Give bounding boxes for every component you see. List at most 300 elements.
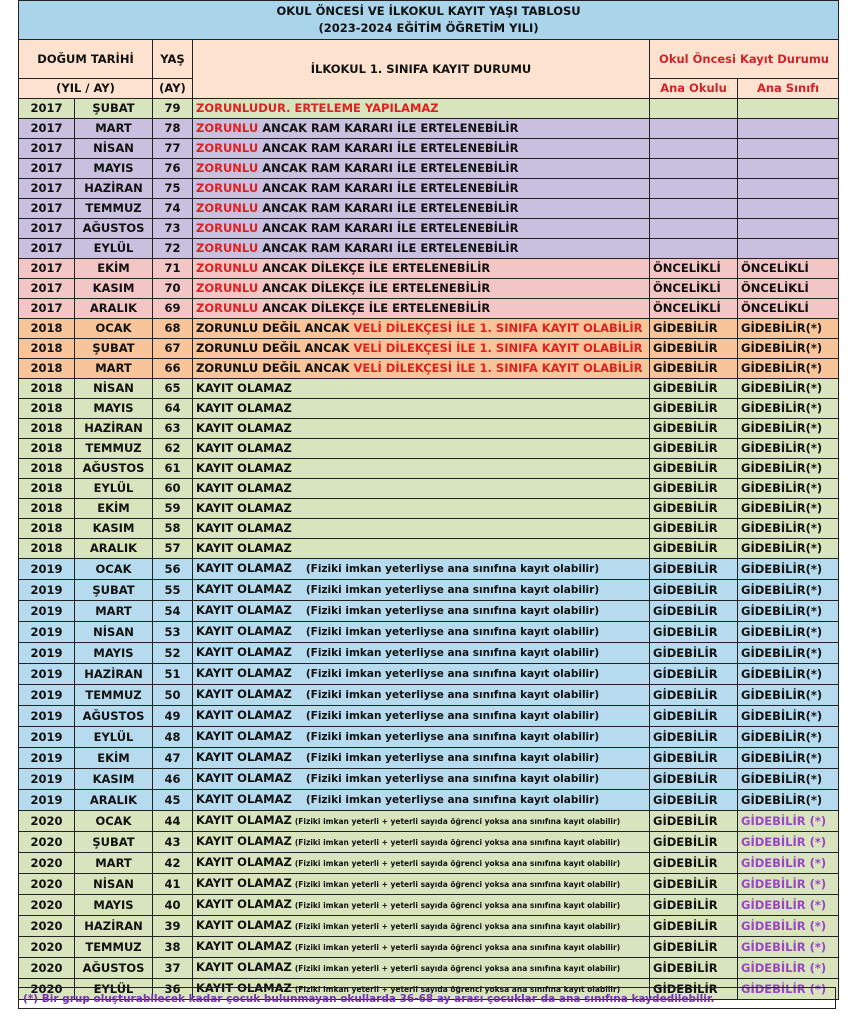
cell-primary-status — [193, 379, 650, 399]
status-status: ANCAK RAM KARARI İLE ERTELENEBİLİR — [258, 201, 519, 215]
cell-age: 47 — [153, 748, 193, 769]
cell-preclass: GİDEBİLİR(*) — [738, 519, 839, 539]
cell-preclass: GİDEBİLİR (*) — [738, 895, 839, 916]
cell-month: HAZİRAN — [75, 419, 153, 439]
cell-year: 2017 — [19, 179, 75, 199]
cell-age: 46 — [153, 769, 193, 790]
cell-preclass: GİDEBİLİR(*) — [738, 379, 839, 399]
cell-year: 2020 — [19, 811, 75, 832]
cell-age: 58 — [153, 519, 193, 539]
cell-month: TEMMUZ — [75, 685, 153, 706]
status-status: ANCAK RAM KARARI İLE ERTELENEBİLİR — [258, 121, 519, 135]
cell-preclass: GİDEBİLİR(*) — [738, 727, 839, 748]
table-row — [19, 706, 839, 727]
cell-year: 2019 — [19, 664, 75, 685]
cell-month: OCAK — [75, 811, 153, 832]
header-birth-sub: (YIL / AY) — [19, 79, 153, 99]
cell-kindergarten: GİDEBİLİR — [650, 664, 738, 685]
cell-primary-status — [193, 727, 650, 748]
status-note: (Fiziki imkan yeterliyse ana sınıfına kayıt olabilir) — [305, 752, 600, 764]
cell-age: 40 — [153, 895, 193, 916]
status-status: KAYIT OLAMAZ — [196, 481, 292, 495]
cell-month: MART — [75, 853, 153, 874]
cell-age: 51 — [153, 664, 193, 685]
footnote: (*) Bir grup oluşturabilecek kadar çocuk bulunmayan okullarda 36-68 ay arası çocuklar da ana sınıfına kaydedilebilir. — [18, 987, 836, 1009]
cell-preclass: GİDEBİLİR (*) — [738, 832, 839, 853]
status-status: KAYIT OLAMAZ — [196, 750, 292, 764]
cell-kindergarten — [650, 159, 738, 179]
status-status-red: ZORUNLU — [196, 141, 259, 155]
status-status-red: ZORUNLU — [196, 221, 259, 235]
cell-preclass — [738, 179, 839, 199]
cell-age: 60 — [153, 479, 193, 499]
cell-kindergarten: GİDEBİLİR — [650, 769, 738, 790]
status-status: KAYIT OLAMAZ — [196, 897, 292, 911]
cell-primary-status — [193, 119, 650, 139]
table-row — [19, 685, 839, 706]
age-table — [18, 0, 839, 1000]
cell-primary-status — [193, 179, 650, 199]
cell-primary-status — [193, 99, 650, 119]
status-status: KAYIT OLAMAZ — [196, 981, 292, 995]
cell-year: 2018 — [19, 399, 75, 419]
table-row — [19, 811, 839, 832]
cell-preclass: GİDEBİLİR(*) — [738, 664, 839, 685]
cell-age: 45 — [153, 790, 193, 811]
table-row — [19, 419, 839, 439]
cell-primary-status — [193, 937, 650, 958]
status-status: ANCAK RAM KARARI İLE ERTELENEBİLİR — [258, 181, 519, 195]
status-status-red: ZORUNLU — [196, 261, 259, 275]
cell-preclass: ÖNCELİKLİ — [738, 299, 839, 319]
cell-month: EKİM — [75, 499, 153, 519]
cell-primary-status — [193, 159, 650, 179]
title-line-2: (2023-2024 EĞİTİM ÖĞRETİM YILI) — [318, 21, 539, 35]
status-note: (Fiziki imkan yeterliyse ana sınıfına kayıt olabilir) — [305, 794, 600, 806]
cell-preclass: GİDEBİLİR (*) — [738, 853, 839, 874]
cell-year: 2019 — [19, 727, 75, 748]
cell-month: TEMMUZ — [75, 199, 153, 219]
cell-preclass: GİDEBİLİR (*) — [738, 958, 839, 979]
status-note: (Fiziki imkan yeterli + yeterli sayıda öğrenci yoksa ana sınıfına kayıt olabilir) — [294, 964, 621, 973]
table-row — [19, 239, 839, 259]
cell-month: OCAK — [75, 319, 153, 339]
cell-month: MAYIS — [75, 159, 153, 179]
status-note: (Fiziki imkan yeterliyse ana sınıfına kayıt olabilir) — [305, 584, 600, 596]
cell-primary-status — [193, 359, 650, 379]
cell-year: 2017 — [19, 159, 75, 179]
status-status: ANCAK DİLEKÇE İLE ERTELENEBİLİR — [258, 261, 491, 275]
cell-preclass: GİDEBİLİR (*) — [738, 937, 839, 958]
cell-month: EKİM — [75, 748, 153, 769]
status-status: KAYIT OLAMAZ — [196, 771, 292, 785]
cell-kindergarten: GİDEBİLİR — [650, 916, 738, 937]
cell-year: 2019 — [19, 559, 75, 580]
header-preschool-status: Okul Öncesi Kayıt Durumu — [650, 40, 839, 79]
cell-preclass: GİDEBİLİR(*) — [738, 479, 839, 499]
table-row — [19, 199, 839, 219]
cell-year: 2020 — [19, 895, 75, 916]
cell-preclass — [738, 119, 839, 139]
cell-month: MAYIS — [75, 399, 153, 419]
cell-age: 64 — [153, 399, 193, 419]
table-row — [19, 664, 839, 685]
cell-year: 2017 — [19, 199, 75, 219]
cell-preclass: ÖNCELİKLİ — [738, 279, 839, 299]
cell-preclass: GİDEBİLİR(*) — [738, 359, 839, 379]
cell-primary-status — [193, 832, 650, 853]
cell-year: 2019 — [19, 622, 75, 643]
header-primary-status: İLKOKUL 1. SINIFA KAYIT DURUMU — [193, 40, 650, 99]
table-row — [19, 832, 839, 853]
cell-age: 54 — [153, 601, 193, 622]
cell-year: 2018 — [19, 319, 75, 339]
table-row — [19, 459, 839, 479]
cell-kindergarten: GİDEBİLİR — [650, 643, 738, 664]
cell-preclass: GİDEBİLİR(*) — [738, 539, 839, 559]
table-row — [19, 359, 839, 379]
title-line-1: OKUL ÖNCESİ VE İLKOKUL KAYIT YAŞI TABLOSU — [276, 4, 581, 18]
cell-primary-status — [193, 539, 650, 559]
cell-primary-status — [193, 559, 650, 580]
status-note: (Fiziki imkan yeterli + yeterli sayıda öğrenci yoksa ana sınıfına kayıt olabilir) — [294, 880, 621, 889]
cell-age: 68 — [153, 319, 193, 339]
table-row — [19, 748, 839, 769]
status-status-red: ZORUNLUDUR. ERTELEME YAPILAMAZ — [196, 101, 439, 115]
cell-primary-status — [193, 479, 650, 499]
status-status-red: ZORUNLU — [196, 241, 259, 255]
status-note: (Fiziki imkan yeterliyse ana sınıfına kayıt olabilir) — [305, 626, 600, 638]
status-status: ZORUNLU DEĞİL ANCAK — [196, 321, 354, 335]
header-preclass: Ana Sınıfı — [738, 79, 839, 99]
cell-kindergarten: GİDEBİLİR — [650, 559, 738, 580]
cell-month: HAZİRAN — [75, 664, 153, 685]
cell-preclass — [738, 139, 839, 159]
cell-preclass: GİDEBİLİR(*) — [738, 399, 839, 419]
cell-year: 2019 — [19, 643, 75, 664]
cell-age: 73 — [153, 219, 193, 239]
status-status: KAYIT OLAMAZ — [196, 561, 292, 575]
cell-kindergarten: GİDEBİLİR — [650, 811, 738, 832]
cell-primary-status — [193, 319, 650, 339]
status-status: KAYIT OLAMAZ — [196, 876, 292, 890]
cell-kindergarten: GİDEBİLİR — [650, 748, 738, 769]
cell-month: OCAK — [75, 559, 153, 580]
cell-primary-status — [193, 664, 650, 685]
cell-kindergarten: ÖNCELİKLİ — [650, 259, 738, 279]
cell-age: 78 — [153, 119, 193, 139]
cell-age: 61 — [153, 459, 193, 479]
status-note: (Fiziki imkan yeterliyse ana sınıfına kayıt olabilir) — [305, 731, 600, 743]
cell-month: ARALIK — [75, 539, 153, 559]
cell-age: 76 — [153, 159, 193, 179]
cell-month: TEMMUZ — [75, 937, 153, 958]
cell-year: 2019 — [19, 769, 75, 790]
cell-age: 79 — [153, 99, 193, 119]
cell-year: 2020 — [19, 853, 75, 874]
status-status: KAYIT OLAMAZ — [196, 939, 292, 953]
cell-age: 69 — [153, 299, 193, 319]
cell-primary-status — [193, 790, 650, 811]
status-status: KAYIT OLAMAZ — [196, 501, 292, 515]
status-status: KAYIT OLAMAZ — [196, 960, 292, 974]
cell-year: 2018 — [19, 419, 75, 439]
cell-year: 2017 — [19, 99, 75, 119]
status-status-red2: VELİ DİLEKÇESİ İLE 1. SINIFA KAYIT OLABİLİR — [353, 321, 643, 335]
cell-kindergarten: GİDEBİLİR — [650, 439, 738, 459]
status-status: KAYIT OLAMAZ — [196, 541, 292, 555]
cell-month: EYLÜL — [75, 479, 153, 499]
status-status: KAYIT OLAMAZ — [196, 855, 292, 869]
table-row — [19, 937, 839, 958]
cell-primary-status — [193, 439, 650, 459]
cell-preclass: GİDEBİLİR (*) — [738, 979, 839, 1000]
table-row — [19, 643, 839, 664]
cell-age: 50 — [153, 685, 193, 706]
cell-month: EYLÜL — [75, 239, 153, 259]
table-row — [19, 916, 839, 937]
table-row — [19, 519, 839, 539]
cell-age: 74 — [153, 199, 193, 219]
cell-month: NİSAN — [75, 379, 153, 399]
table-row — [19, 479, 839, 499]
cell-preclass: GİDEBİLİR(*) — [738, 769, 839, 790]
cell-month: HAZİRAN — [75, 916, 153, 937]
cell-year: 2018 — [19, 339, 75, 359]
cell-kindergarten: ÖNCELİKLİ — [650, 279, 738, 299]
cell-year: 2017 — [19, 299, 75, 319]
table-row — [19, 99, 839, 119]
cell-preclass: GİDEBİLİR(*) — [738, 499, 839, 519]
cell-primary-status — [193, 519, 650, 539]
cell-age: 77 — [153, 139, 193, 159]
cell-primary-status — [193, 499, 650, 519]
cell-year: 2017 — [19, 239, 75, 259]
status-note: (Fiziki imkan yeterliyse ana sınıfına kayıt olabilir) — [305, 689, 600, 701]
status-status: ANCAK RAM KARARI İLE ERTELENEBİLİR — [258, 161, 519, 175]
cell-age: 59 — [153, 499, 193, 519]
cell-year: 2020 — [19, 937, 75, 958]
status-status-red: ZORUNLU — [196, 301, 259, 315]
table-row — [19, 179, 839, 199]
status-status-red2: VELİ DİLEKÇESİ İLE 1. SINIFA KAYIT OLABİLİR — [353, 361, 643, 375]
cell-primary-status — [193, 279, 650, 299]
cell-preclass: GİDEBİLİR(*) — [738, 439, 839, 459]
cell-year: 2020 — [19, 832, 75, 853]
status-status: ANCAK RAM KARARI İLE ERTELENEBİLİR — [258, 141, 519, 155]
status-status: KAYIT OLAMAZ — [196, 461, 292, 475]
cell-year: 2018 — [19, 379, 75, 399]
cell-year: 2018 — [19, 499, 75, 519]
cell-preclass — [738, 219, 839, 239]
cell-year: 2018 — [19, 459, 75, 479]
cell-year: 2019 — [19, 580, 75, 601]
status-status: KAYIT OLAMAZ — [196, 813, 292, 827]
cell-age: 57 — [153, 539, 193, 559]
cell-kindergarten: GİDEBİLİR — [650, 853, 738, 874]
cell-preclass: GİDEBİLİR(*) — [738, 643, 839, 664]
status-note: (Fiziki imkan yeterli + yeterli sayıda öğrenci yoksa ana sınıfına kayıt olabilir) — [294, 922, 621, 931]
status-note: (Fiziki imkan yeterli + yeterli sayıda öğrenci yoksa ana sınıfına kayıt olabilir) — [294, 901, 621, 910]
cell-year: 2020 — [19, 958, 75, 979]
cell-preclass: GİDEBİLİR (*) — [738, 916, 839, 937]
cell-age: 66 — [153, 359, 193, 379]
cell-kindergarten: GİDEBİLİR — [650, 706, 738, 727]
cell-age: 36 — [153, 979, 193, 1000]
cell-month: ŞUBAT — [75, 99, 153, 119]
status-status: ANCAK DİLEKÇE İLE ERTELENEBİLİR — [258, 281, 491, 295]
cell-month: AĞUSTOS — [75, 706, 153, 727]
cell-kindergarten: GİDEBİLİR — [650, 580, 738, 601]
cell-year: 2020 — [19, 979, 75, 1000]
cell-kindergarten — [650, 119, 738, 139]
status-status-red2: VELİ DİLEKÇESİ İLE 1. SINIFA KAYIT OLABİLİR — [353, 341, 643, 355]
cell-year: 2019 — [19, 685, 75, 706]
status-status: ANCAK RAM KARARI İLE ERTELENEBİLİR — [258, 221, 519, 235]
cell-month: MART — [75, 601, 153, 622]
cell-kindergarten: GİDEBİLİR — [650, 727, 738, 748]
cell-kindergarten: GİDEBİLİR — [650, 832, 738, 853]
cell-kindergarten: GİDEBİLİR — [650, 895, 738, 916]
cell-age: 48 — [153, 727, 193, 748]
cell-month: AĞUSTOS — [75, 459, 153, 479]
status-note: (Fiziki imkan yeterliyse ana sınıfına kayıt olabilir) — [305, 647, 600, 659]
table-row — [19, 601, 839, 622]
cell-age: 63 — [153, 419, 193, 439]
cell-kindergarten: GİDEBİLİR — [650, 685, 738, 706]
header-kindergarten: Ana Okulu — [650, 79, 738, 99]
cell-month: EYLÜL — [75, 727, 153, 748]
cell-age: 65 — [153, 379, 193, 399]
table-row — [19, 499, 839, 519]
status-status: KAYIT OLAMAZ — [196, 792, 292, 806]
cell-kindergarten: GİDEBİLİR — [650, 379, 738, 399]
cell-primary-status — [193, 239, 650, 259]
cell-primary-status — [193, 916, 650, 937]
cell-kindergarten — [650, 199, 738, 219]
status-status-red: ZORUNLU — [196, 281, 259, 295]
cell-year: 2019 — [19, 706, 75, 727]
cell-kindergarten — [650, 239, 738, 259]
cell-kindergarten: ÖNCELİKLİ — [650, 299, 738, 319]
status-status: KAYIT OLAMAZ — [196, 401, 292, 415]
table-row — [19, 874, 839, 895]
status-status: KAYIT OLAMAZ — [196, 687, 292, 701]
cell-primary-status — [193, 399, 650, 419]
header-age-sub: (AY) — [153, 79, 193, 99]
cell-year: 2017 — [19, 259, 75, 279]
status-note: (Fiziki imkan yeterli + yeterli sayıda öğrenci yoksa ana sınıfına kayıt olabilir) — [294, 943, 621, 952]
cell-month: AĞUSTOS — [75, 219, 153, 239]
table-row — [19, 895, 839, 916]
cell-preclass: GİDEBİLİR(*) — [738, 339, 839, 359]
cell-preclass: GİDEBİLİR(*) — [738, 706, 839, 727]
status-note: (Fiziki imkan yeterliyse ana sınıfına kayıt olabilir) — [305, 668, 600, 680]
table-row — [19, 769, 839, 790]
status-note: (Fiziki imkan yeterli + yeterli sayıda öğrenci yoksa ana sınıfına kayıt olabilir) — [294, 985, 621, 994]
cell-kindergarten — [650, 179, 738, 199]
cell-month: EYLÜL — [75, 979, 153, 1000]
registration-age-table — [18, 0, 838, 1000]
cell-month: TEMMUZ — [75, 439, 153, 459]
status-note: (Fiziki imkan yeterliyse ana sınıfına kayıt olabilir) — [305, 773, 600, 785]
cell-month: MART — [75, 359, 153, 379]
table-row — [19, 399, 839, 419]
cell-preclass — [738, 99, 839, 119]
cell-age: 41 — [153, 874, 193, 895]
table-row — [19, 539, 839, 559]
cell-age: 52 — [153, 643, 193, 664]
status-status: ZORUNLU DEĞİL ANCAK — [196, 341, 354, 355]
header-birth-date: DOĞUM TARİHİ — [19, 40, 153, 79]
status-status: KAYIT OLAMAZ — [196, 834, 292, 848]
cell-kindergarten: GİDEBİLİR — [650, 601, 738, 622]
cell-month: MAYIS — [75, 643, 153, 664]
table-row — [19, 119, 839, 139]
status-status-red: ZORUNLU — [196, 161, 259, 175]
cell-month: HAZİRAN — [75, 179, 153, 199]
cell-age: 75 — [153, 179, 193, 199]
table-row — [19, 958, 839, 979]
cell-kindergarten: GİDEBİLİR — [650, 539, 738, 559]
cell-kindergarten: GİDEBİLİR — [650, 479, 738, 499]
cell-preclass: GİDEBİLİR(*) — [738, 622, 839, 643]
cell-kindergarten: GİDEBİLİR — [650, 790, 738, 811]
cell-primary-status — [193, 139, 650, 159]
cell-preclass: GİDEBİLİR(*) — [738, 601, 839, 622]
cell-preclass: GİDEBİLİR(*) — [738, 319, 839, 339]
cell-month: ŞUBAT — [75, 339, 153, 359]
status-note: (Fiziki imkan yeterli + yeterli sayıda öğrenci yoksa ana sınıfına kayıt olabilir) — [294, 859, 621, 868]
table-row — [19, 259, 839, 279]
cell-kindergarten: GİDEBİLİR — [650, 622, 738, 643]
table-row — [19, 219, 839, 239]
status-note: (Fiziki imkan yeterliyse ana sınıfına kayıt olabilir) — [305, 710, 600, 722]
cell-year: 2017 — [19, 139, 75, 159]
table-row — [19, 790, 839, 811]
cell-kindergarten — [650, 99, 738, 119]
cell-primary-status — [193, 685, 650, 706]
cell-month: KASIM — [75, 279, 153, 299]
cell-preclass: GİDEBİLİR (*) — [738, 874, 839, 895]
cell-month: ŞUBAT — [75, 580, 153, 601]
cell-month: KASIM — [75, 769, 153, 790]
cell-primary-status — [193, 459, 650, 479]
status-status: ANCAK RAM KARARI İLE ERTELENEBİLİR — [258, 241, 519, 255]
cell-primary-status — [193, 339, 650, 359]
cell-primary-status — [193, 580, 650, 601]
status-status: KAYIT OLAMAZ — [196, 603, 292, 617]
cell-kindergarten: GİDEBİLİR — [650, 419, 738, 439]
cell-kindergarten: GİDEBİLİR — [650, 499, 738, 519]
cell-primary-status — [193, 199, 650, 219]
cell-age: 56 — [153, 559, 193, 580]
status-status: KAYIT OLAMAZ — [196, 521, 292, 535]
table-row — [19, 299, 839, 319]
status-status: KAYIT OLAMAZ — [196, 708, 292, 722]
table-title — [19, 1, 839, 40]
cell-primary-status — [193, 706, 650, 727]
cell-primary-status — [193, 874, 650, 895]
table-row — [19, 379, 839, 399]
cell-age: 62 — [153, 439, 193, 459]
table-row — [19, 853, 839, 874]
cell-month: KASIM — [75, 519, 153, 539]
cell-primary-status — [193, 622, 650, 643]
cell-primary-status — [193, 811, 650, 832]
table-row — [19, 580, 839, 601]
cell-preclass: GİDEBİLİR (*) — [738, 811, 839, 832]
